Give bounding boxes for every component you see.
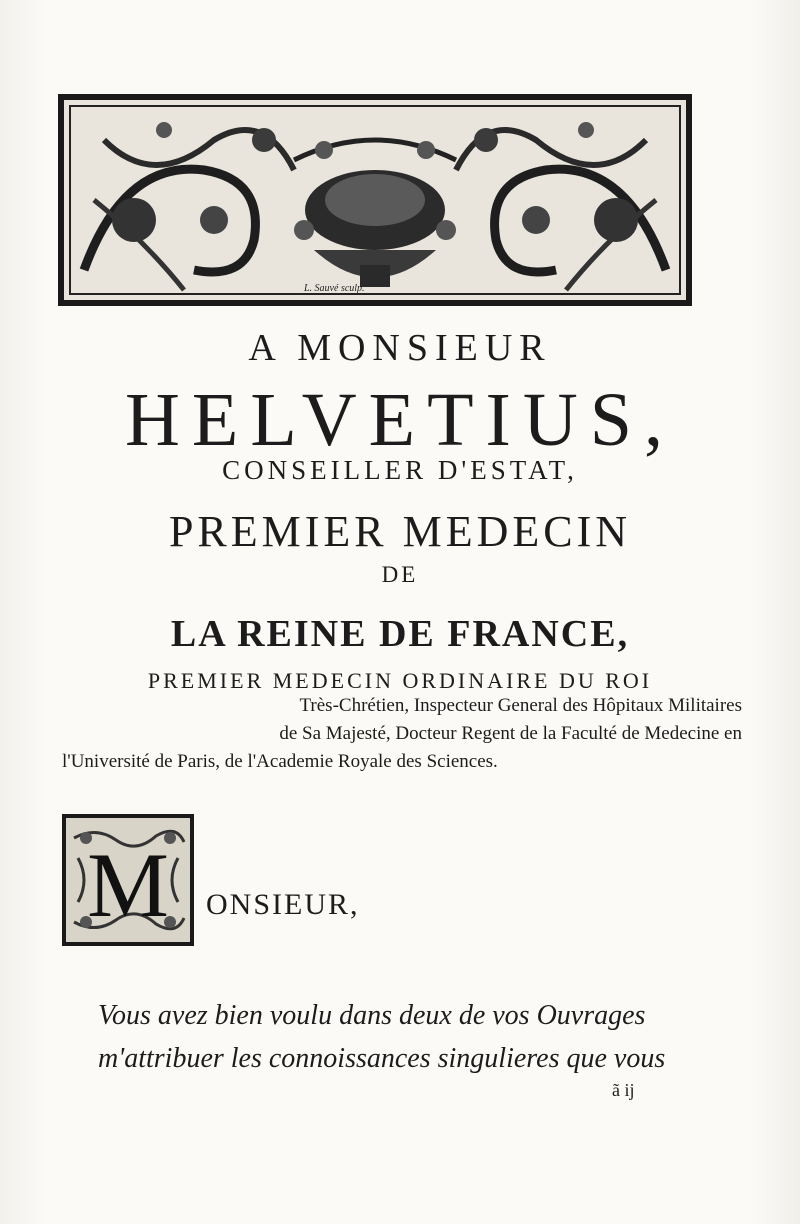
- body-text-line: m'attribuer les connoissances singulieres que vous: [98, 1043, 666, 1074]
- decorated-initial: [62, 814, 194, 946]
- title-small-line: de Sa Majesté, Docteur Regent de la Faculté de Medecine en: [279, 723, 742, 744]
- title-line-premier-medecin: PREMIER MEDECIN: [168, 507, 632, 556]
- title-line-a-monsieur: A MONSIEUR: [248, 327, 552, 369]
- title-small-line: Très-Chrétien, Inspecteur General des Hôpitaux Militaires: [299, 695, 742, 716]
- ornamental-initial-m-icon: [66, 818, 190, 942]
- title-line-reine: LA REINE DE FRANCE,: [170, 613, 630, 655]
- initial-letter: M: [87, 834, 169, 936]
- engraver-signature: L. Sauvé sculp.: [304, 283, 365, 294]
- body-text-line: Vous avez bien voulu dans deux de vos Ouvrages: [98, 1000, 646, 1031]
- salutation: ONSIEUR,: [206, 888, 360, 921]
- title-line-conseiller: CONSEILLER D'ESTAT,: [222, 455, 578, 485]
- signature-mark: ã ij: [612, 1080, 635, 1100]
- title-small-line: l'Université de Paris, de l'Academie Royale des Sciences.: [62, 751, 498, 772]
- title-line-helvetius: HELVETIUS,: [125, 378, 675, 462]
- ornamental-headpiece: [58, 94, 692, 306]
- title-line-medecin-ordinaire: PREMIER MEDECIN ORDINAIRE DU ROI: [147, 668, 653, 693]
- floral-basket-engraving-icon: [64, 100, 686, 300]
- title-line-de: DE: [381, 562, 419, 587]
